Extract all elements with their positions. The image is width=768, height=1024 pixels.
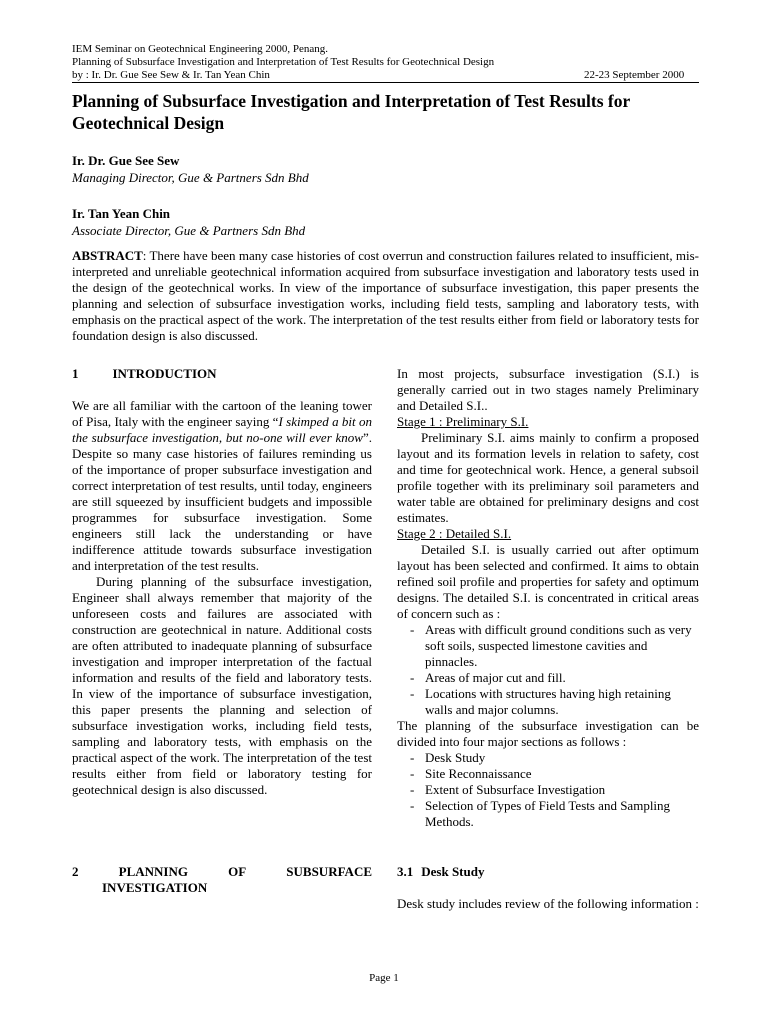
right-column [397,366,699,830]
running-header-date: 22-23 September 2000 [584,69,685,81]
section-title-word: SUBSURFACE [286,864,372,879]
planning-paragraph: During planning of the subsurface investigation, Engineer shall always remember that majority of the unforeseen costs and failures are associated with construction are geotechnical in nature. Additional costs are often attributed to inadequate planning of subsurface investigation and improper interpretation of the factual information and results of the field and laboratory tests. In view of the importance of subsurface investigation, this paper presents the planning and selection of subsurface investigation works, including field tests, sampling and laboratory tests, with emphasis on the practical aspect of the work. The interpretation of the test results either from field or laboratory testing for geotechnical design is also discussed. [72,574,372,797]
abstract-text: : There have been many case histories of cost overrun and construction failures related to insufficient, mis-interpreted and unreliable geotechnical information acquired from subsurface investigation and laboratory tests used in the design of the geotechnical works. In view of the importance of subsurface investigation, this paper presents the planning and selection of subsurface investigation works, including field tests, sampling and laboratory tests, with emphasis on the practical aspect of the work. The interpretation of the test results either from field or laboratory tests for foundation design is also discussed. [72,248,699,343]
section-title-line2: INVESTIGATION [102,880,208,895]
paper-title: Planning of Subsurface Investigation and Interpretation of Test Results for Geotechnical Design [72,91,630,133]
desk-study-text: Desk study includes review of the following information : [397,896,699,911]
section-1-heading [72,366,217,382]
stage-1-text: Preliminary S.I. aims mainly to confirm a proposed layout and its formation levels in relation to safety, cost and time for geotechnical work. Hence, a general subsoil profile together with its preliminary soil parameters and water table are obtained for preliminary designs and cost estimates. [397,430,699,525]
list-item: - Site Reconnaissance [397,766,699,782]
intro-text-cont: ”. Despite so many case histories of failures reminding us of the importance of proper subsurface investigation and correct interpretation of test results, until today, engineers are still squeezed by insufficient budgets and impossible programmes for subsurface investigation. Some engineers still lack the understanding or have indifference attitude towards subsurface investigation and interpretation of the test results. [72,430,372,573]
section-title: INTRODUCTION [112,366,217,381]
stage-2-heading: Stage 2 : Detailed S.I. [397,526,512,541]
abstract [72,248,699,344]
stage-1-heading: Stage 1 : Preliminary S.I. [397,414,529,429]
intro-paragraph [72,398,372,574]
section-title-word: OF [228,864,247,879]
author-affiliation: Managing Director, Gue & Partners Sdn Bhd [72,170,309,185]
list-item: - Selection of Types of Field Tests and Sampling Methods. [397,798,699,830]
section-number: 2 [72,864,79,879]
list-item: - Locations with structures having high retaining walls and major columns. [397,686,699,718]
planning-sections-list [397,750,699,830]
running-header-seminar: IEM Seminar on Geotechnical Engineering 2000, Penang. [72,43,328,55]
section-2-heading [72,864,372,896]
section-title-word: PLANNING [118,864,188,879]
section-3-1-heading [397,864,484,880]
concern-areas-list [397,622,699,718]
list-item: - Areas with difficult ground conditions such as very soft soils, suspected limestone cavities and pinnacles. [397,622,699,670]
stage-2-text: Detailed S.I. is usually carried out after optimum layout has been selected and confirmed. It aims to obtain refined soil profile and properties for safety and optimum designs. The detailed S.I. is concentrated in critical areas of concern such as : [397,542,699,621]
section-number: 3.1 [397,864,414,879]
list-item: - Areas of major cut and fill. [397,670,699,686]
author-name: Ir. Dr. Gue See Sew [72,153,180,168]
si-stages-intro: In most projects, subsurface investigation (S.I.) is generally carried out in two stages namely Preliminary and Detailed S.I.. [397,366,699,413]
section-number: 1 [72,366,79,381]
list-item: - Desk Study [397,750,699,766]
page-number: Page 1 [369,972,399,984]
author-name: Ir. Tan Yean Chin [72,206,171,221]
abstract-label: ABSTRACT [72,248,143,263]
left-column [72,398,372,798]
section-title: Desk Study [421,864,485,879]
header-divider [72,82,699,83]
running-header-paper-title: Planning of Subsurface Investigation and Interpretation of Test Results for Geotechnical Design [72,56,495,68]
list-item: - Extent of Subsurface Investigation [397,782,699,798]
intro-text: We are all familiar with the cartoon of the leaning tower of Pisa, Italy with the engineer saying “ [72,398,372,429]
running-header-authors: by : Ir. Dr. Gue See Sew & Ir. Tan Yean Chin [72,69,270,81]
author-affiliation: Associate Director, Gue & Partners Sdn Bhd [72,223,306,238]
engineer-quote: I skimped a bit on the subsurface investigation, but no-one will ever know [72,414,373,445]
planning-sections-intro: The planning of the subsurface investigation can be divided into four major sections as follows : [397,718,699,749]
